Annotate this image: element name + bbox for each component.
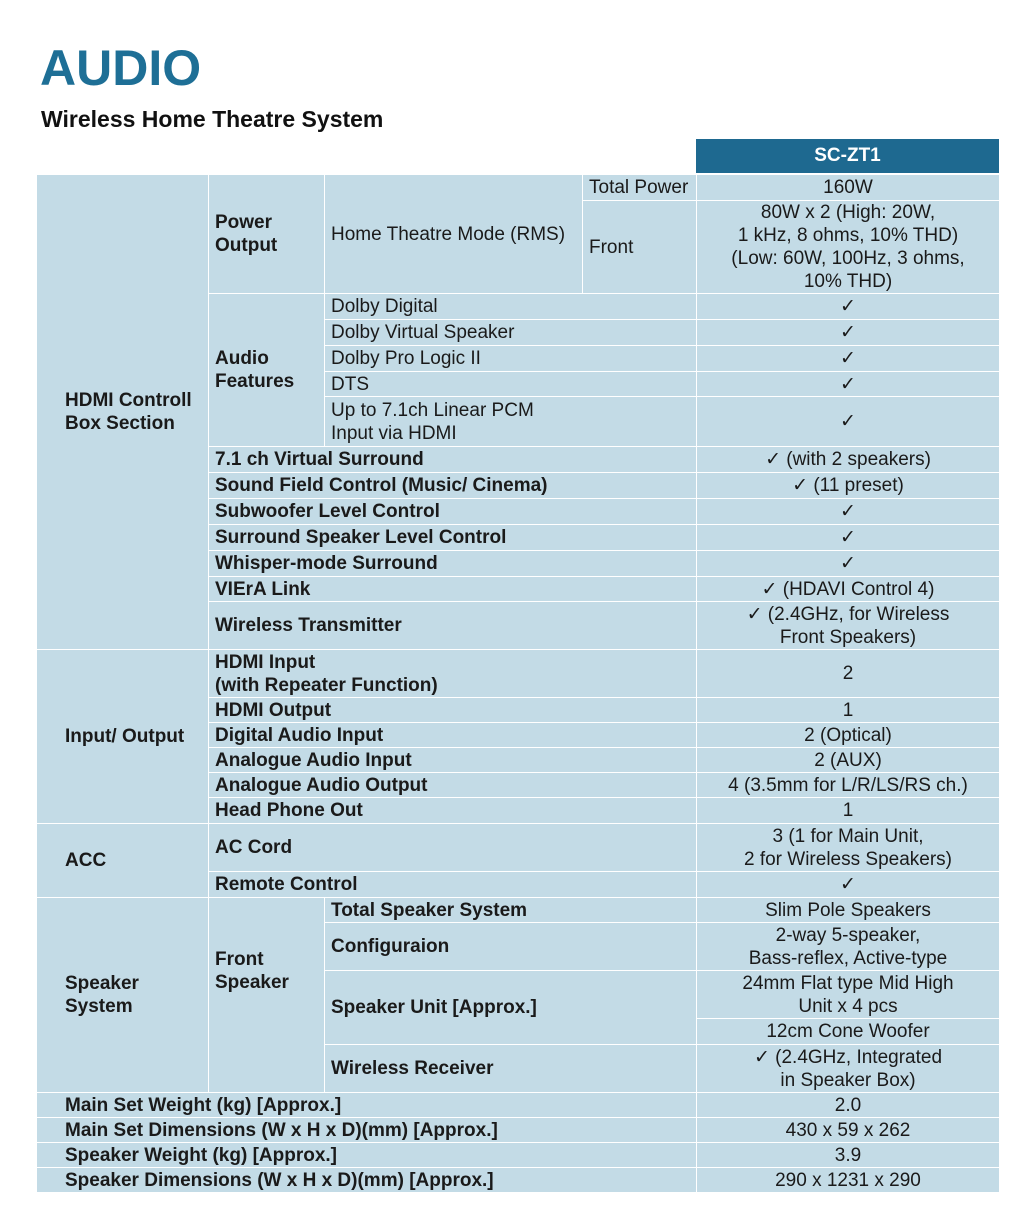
row-label: Speaker Unit [Approx.] [325, 971, 697, 1045]
row-label: Speaker Dimensions (W x H x D)(mm) [Approx.] [37, 1168, 697, 1193]
row-label: Surround Speaker Level Control [209, 525, 697, 551]
total-power-label: Total Power [583, 175, 697, 201]
row-label: HDMI Input (with Repeater Function) [209, 650, 697, 698]
page-subtitle: Wireless Home Theatre System [41, 106, 384, 132]
row-label: Total Speaker System [325, 898, 697, 923]
table-row [37, 1143, 1000, 1168]
audio-features-label: Audio Features [209, 294, 325, 447]
row-value: ✓ [697, 525, 1000, 551]
row-value: 1 [697, 698, 1000, 723]
row-value: 430 x 59 x 262 [697, 1118, 1000, 1143]
feature-label: Up to 7.1ch Linear PCM Input via HDMI [325, 397, 697, 447]
table-row [37, 898, 1000, 923]
row-label: Analogue Audio Output [209, 773, 697, 798]
row-value: ✓ (2.4GHz, Integrated in Speaker Box) [697, 1045, 1000, 1093]
power-output-label: Power Output [209, 175, 325, 294]
row-value: 24mm Flat type Mid High Unit x 4 pcs [697, 971, 1000, 1019]
feature-label: DTS [325, 372, 697, 397]
row-value: ✓ (with 2 speakers) [697, 447, 1000, 473]
feature-value: ✓ [697, 372, 1000, 397]
row-value: 12cm Cone Woofer [697, 1019, 1000, 1045]
row-value: ✓ (11 preset) [697, 473, 1000, 499]
row-value: 2 (Optical) [697, 723, 1000, 748]
row-label: Subwoofer Level Control [209, 499, 697, 525]
row-value: ✓ (2.4GHz, for Wireless Front Speakers) [697, 602, 1000, 650]
row-value: 2 (AUX) [697, 748, 1000, 773]
row-value: 4 (3.5mm for L/R/LS/RS ch.) [697, 773, 1000, 798]
row-value: 2-way 5-speaker, Bass-reflex, Active-type [697, 923, 1000, 971]
row-label: Speaker Weight (kg) [Approx.] [37, 1143, 697, 1168]
row-value: 3.9 [697, 1143, 1000, 1168]
row-value: ✓ (HDAVI Control 4) [697, 577, 1000, 602]
table-row [37, 1093, 1000, 1118]
section-acc: ACC [37, 824, 209, 898]
table-row [37, 1118, 1000, 1143]
row-label: VIErA Link [209, 577, 697, 602]
front-value: 80W x 2 (High: 20W, 1 kHz, 8 ohms, 10% THD) (Low: 60W, 100Hz, 3 ohms, 10% THD) [697, 201, 1000, 294]
spec-table [36, 174, 1000, 1193]
row-value: 3 (1 for Main Unit, 2 for Wireless Speakers) [697, 824, 1000, 872]
feature-label: Dolby Virtual Speaker [325, 320, 697, 346]
section-speaker-system: Speaker System [37, 898, 209, 1093]
row-value: ✓ [697, 551, 1000, 577]
row-value: ✓ [697, 872, 1000, 898]
row-label: Wireless Transmitter [209, 602, 697, 650]
section-hdmi: HDMI Controll Box Section [37, 175, 209, 650]
row-label: Whisper-mode Surround [209, 551, 697, 577]
row-value: Slim Pole Speakers [697, 898, 1000, 923]
row-label: Head Phone Out [209, 798, 697, 824]
feature-value: ✓ [697, 320, 1000, 346]
row-value: ✓ [697, 499, 1000, 525]
table-row [37, 1168, 1000, 1193]
row-label: Main Set Dimensions (W x H x D)(mm) [Approx.] [37, 1118, 697, 1143]
page-title: AUDIO [40, 40, 202, 96]
table-row [37, 175, 1000, 201]
row-value: 1 [697, 798, 1000, 824]
table-row [37, 650, 1000, 698]
model-header: SC-ZT1 [696, 139, 999, 173]
row-label: Remote Control [209, 872, 697, 898]
row-label: Configuraion [325, 923, 697, 971]
feature-value: ✓ [697, 397, 1000, 447]
row-label: 7.1 ch Virtual Surround [209, 447, 697, 473]
row-value: 2.0 [697, 1093, 1000, 1118]
front-speaker-label: Front Speaker [209, 898, 325, 1093]
section-input-output: Input/ Output [37, 650, 209, 824]
feature-label: Dolby Digital [325, 294, 697, 320]
feature-value: ✓ [697, 294, 1000, 320]
row-value: 290 x 1231 x 290 [697, 1168, 1000, 1193]
home-theatre-mode-label: Home Theatre Mode (RMS) [325, 175, 583, 294]
feature-label: Dolby Pro Logic II [325, 346, 697, 372]
table-row [37, 824, 1000, 872]
feature-value: ✓ [697, 346, 1000, 372]
row-label: Wireless Receiver [325, 1045, 697, 1093]
total-power-value: 160W [697, 175, 1000, 201]
row-label: HDMI Output [209, 698, 697, 723]
row-label: Analogue Audio Input [209, 748, 697, 773]
front-label: Front [583, 201, 697, 294]
row-label: Main Set Weight (kg) [Approx.] [37, 1093, 697, 1118]
row-value: 2 [697, 650, 1000, 698]
row-label: Sound Field Control (Music/ Cinema) [209, 473, 697, 499]
row-label: AC Cord [209, 824, 697, 872]
row-label: Digital Audio Input [209, 723, 697, 748]
